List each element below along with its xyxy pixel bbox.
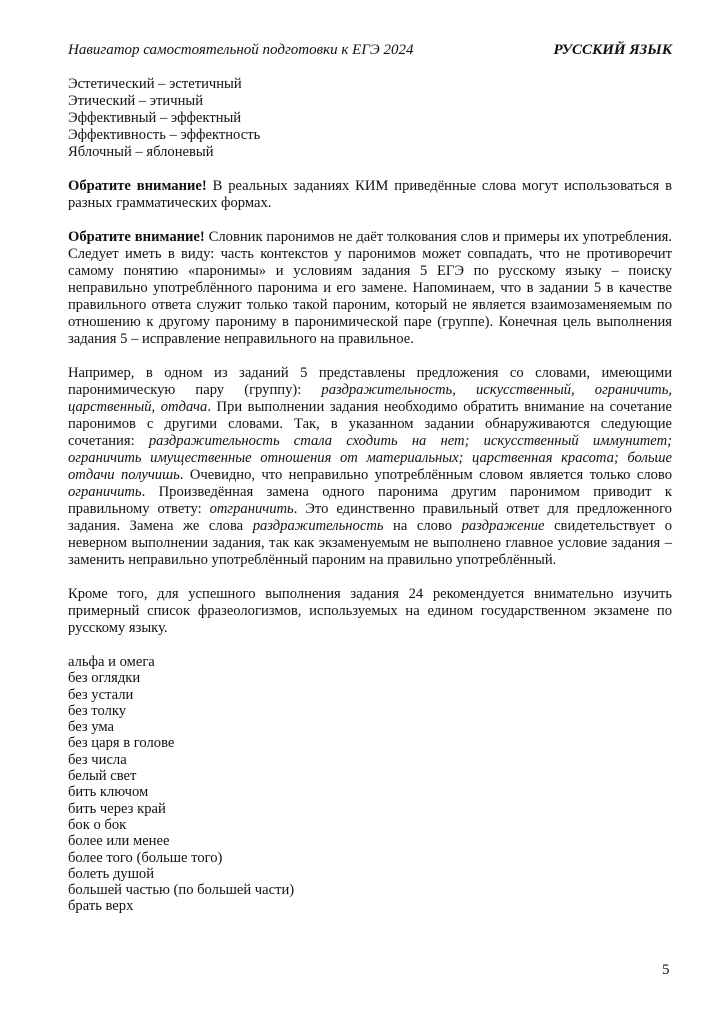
text-run: . Произведённая замена одного паронима другим паронимом приводит к правильному ответу: <box>68 484 672 517</box>
text-run: . Очевидно, что неправильно употреблённым словом является только слово <box>179 467 672 483</box>
bold-note: Обратите внимание! <box>68 178 207 194</box>
paronym-pair: Эффективный – эффектный <box>68 110 242 126</box>
paragraph <box>68 586 672 637</box>
paronym-pair: Эстетический – эстетичный <box>68 76 242 92</box>
phraseologism-item: без ума <box>68 719 115 736</box>
text-run: свидетельствует о неверном выполнении задания, так как экзаменуемым не выполнено главное условие задания – заменить неправильно употреблённый пароним на правильно употреблённый. <box>68 518 672 568</box>
paragraph <box>68 178 672 212</box>
page-number: 5 <box>662 962 670 978</box>
phraseologism-item: белый свет <box>68 768 137 785</box>
phraseologism-item: более или менее <box>68 833 170 850</box>
phraseologism-item: большей частью (по большей части) <box>68 882 295 899</box>
header-subject: РУССКИЙ ЯЗЫК <box>553 42 672 58</box>
italic-example: раздражительность, искусственный, ограничить, царственный, отдача <box>68 382 672 415</box>
page-header <box>68 42 672 59</box>
phraseologism-item: более того (больше того) <box>68 849 223 866</box>
italic-example: раздражительность стала сходить на нет; искусственный иммунитет; ограничить имущественные отношения от материальных; царственная красота; больше отдачи получишь <box>68 433 672 483</box>
phraseologism-item: без оглядки <box>68 670 141 687</box>
text-run: Словник паронимов не даёт толкования слов и примеры их употребления. Следует иметь в виду: часть контекстов у паронимов может совпадать, что не противоречит самому понятию «паронимы» и условиям задания 5 ЕГЭ по русскому языку – поиску неправильно употреблённого паронима и его замене. Напоминаем, что в задании 5 в качестве правильного ответа служит только такой пароним, который не является взаимозаменяемым по отношению к другому парониму в паронимической паре (группе). Конечная цель выполнения задания 5 – исправление неправильного на правильное. <box>68 229 672 347</box>
paronym-pairs-list <box>68 76 672 161</box>
phraseologism-item: бок о бок <box>68 816 127 833</box>
italic-example: раздражение <box>461 518 545 534</box>
phraseologism-item: без числа <box>68 751 127 768</box>
italic-example: раздражительность <box>252 518 384 534</box>
italic-example: отграничить <box>209 501 294 517</box>
bold-note: Обратите внимание! <box>68 229 205 245</box>
text-run: . При выполнении задания необходимо обратить внимание на сочетание паронимов с другими словами. Так, в указанном задании обнаруживаются следующие сочетания: <box>68 399 672 449</box>
phraseologism-item: болеть душой <box>68 865 155 882</box>
phraseologism-item: брать верх <box>68 898 134 915</box>
paragraphs <box>68 178 672 637</box>
header-title: Навигатор самостоятельной подготовки к ЕГЭ 2024 <box>68 42 414 58</box>
italic-example: ограничить <box>68 484 142 500</box>
text-run: на слово <box>383 518 462 534</box>
phraseologism-item: без царя в голове <box>68 735 175 752</box>
paronym-pair: Этический – этичный <box>68 93 203 109</box>
phraseologism-item: бить ключом <box>68 784 149 801</box>
paronym-pair: Яблочный – яблоневый <box>68 144 214 160</box>
paronym-pair: Эффективность – эффектность <box>68 127 261 143</box>
text-run: В реальных заданиях КИМ приведённые слова могут использоваться в разных грамматических формах. <box>68 178 672 211</box>
text-run: Например, в одном из заданий 5 представлены предложения со словами, имеющими паронимическую пару (группу): <box>68 365 672 398</box>
phraseologism-item: без толку <box>68 702 127 719</box>
page-content <box>68 76 672 915</box>
text-run: Кроме того, для успешного выполнения задания 24 рекомендуется внимательно изучить примерный список фразеологизмов, используемых на едином государственном экзамене по русскому языку. <box>68 586 672 636</box>
text-run: . Это единственно правильный ответ для предложенного задания. Замена же слова <box>68 501 672 534</box>
phraseologism-item: бить через край <box>68 800 166 817</box>
phraseologisms-list <box>68 654 672 915</box>
phraseologism-item: без устали <box>68 686 134 703</box>
paragraph <box>68 365 672 569</box>
paragraph <box>68 229 672 348</box>
phraseologism-item: альфа и омега <box>68 654 155 670</box>
